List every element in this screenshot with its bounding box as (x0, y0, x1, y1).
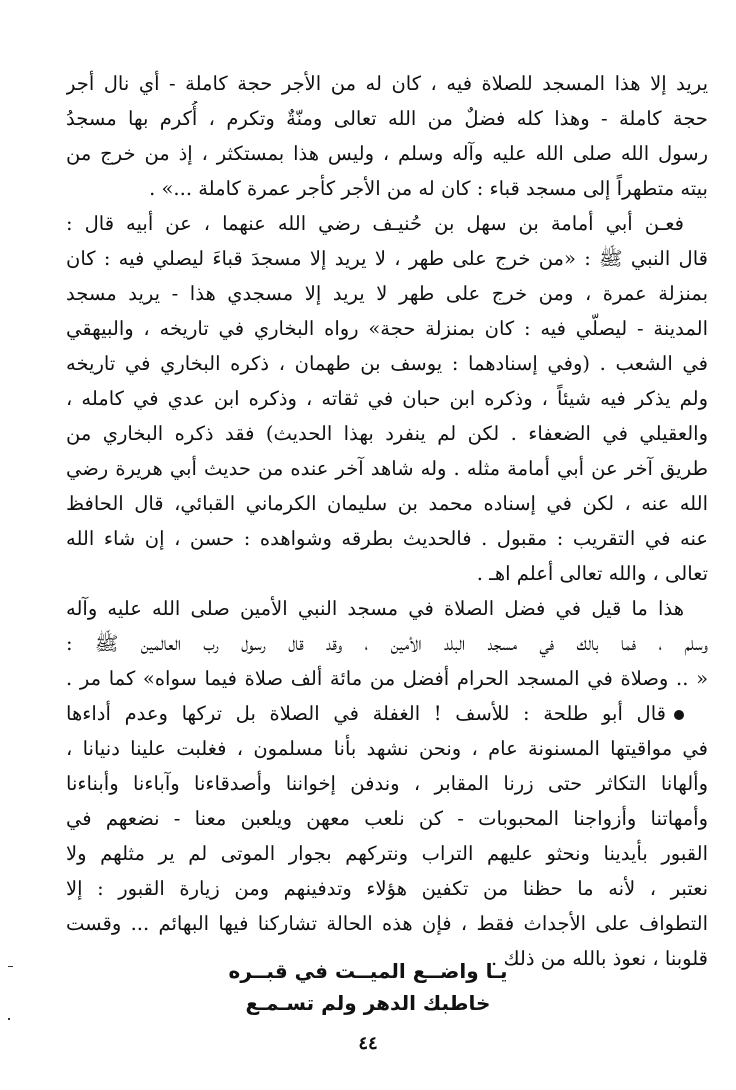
bulleted-line (66, 696, 708, 731)
text-line: بمنزلة عمرة ، ومن خرج على طهر لا يريد إلا مسجدي هذا - يريد مسجد (66, 282, 708, 305)
text-line: ولم يذكر فيه شيئاً ، وذكره ابن حبان في ثقاته ، وذكره ابن عدي في كامله ، (66, 387, 708, 410)
text-line: التطواف على الأجداث فقط ، فإن هذه الحالة تشاركنا فيها البهائم ... وقست (66, 912, 708, 935)
text-line: وألهانا التكاثر حتى زرنا المقابر ، وندفن إخواننا وأصدقاءنا وآباءنا وأبناءنا (66, 772, 708, 795)
text-line: وأمهاتنا وأزواجنا المحبوبات - كن نلعب معهن ويلعبن معنا - نضعهم في (66, 807, 708, 830)
text-line: في مواقيتها المسنونة عام ، ونحن نشهد بأنا مسلمون ، فغلبت علينا دنيانا ، (66, 737, 708, 760)
body-text (66, 66, 708, 976)
scan-mark (8, 966, 13, 967)
poem-line-1: يـا واضــع الميــت في قبــره (228, 959, 508, 983)
text-line: حجة كاملة - وهذا كله فضلٌ من الله تعالى ومنّةٌ وتكرم ، أُكرم بها مسجدُ (66, 107, 708, 130)
text-line: المدينة - ليصلّي فيه : كان بمنزلة حجة» رواه البخاري في تاريخه ، والبيهقي (66, 317, 708, 340)
text-line: « .. وصلاة في المسجد الحرام أفضل من مائة ألف صلاة فيما سواه» كما مر . (66, 667, 708, 690)
page-number: ٤٤ (358, 1033, 378, 1054)
poem-verse (200, 955, 536, 1019)
text-line: طريق آخر عن أبي أمامة مثله . وله شاهد آخر عنده من حديث أبي هريرة رضي (66, 457, 708, 480)
text-line: نعتبر ، لأنه ما حظنا من تكفين هؤلاء وتدفينهم ومن زيارة القبور : إلا (66, 877, 708, 900)
text-line: تعالى ، والله تعالى أعلم اهـ . (476, 562, 708, 585)
bullet-icon (674, 710, 684, 720)
text-line: قال النبي ﷺ : «من خرج على طهر ، لا يريد إلا مسجدَ قباءَ ليصلي فيه : كان (66, 247, 708, 270)
poem-line-2: خاطبك الدهر ولم تسـمـع (245, 991, 491, 1015)
scan-mark (8, 1018, 10, 1020)
text-line: وسلم ، فما بالك في مسجد البلد الأمين ، وقد قال رسول رب العالمين ﷺ : (66, 632, 708, 655)
text-line: هذا ما قيل في فضل الصلاة في مسجد النبي الأمين صلى الله عليه وآله (66, 597, 684, 620)
text-line: بيته متطهراً إلى مسجد قباء : كان له من الأجر كأجر عمرة كاملة ...» . (149, 177, 708, 200)
text-line: الله عنه ، لكن في إسناده محمد بن سليمان الكرماني القبائي، قال الحافظ (66, 492, 708, 515)
text-line: قلوبنا ، نعوذ بالله من ذلك . (491, 947, 708, 970)
text-line: قال أبو طلحة : للأسف ! الغفلة في الصلاة بل تركها وعدم أداءها (66, 702, 666, 725)
text-line: القبور بأيدينا ونحثو عليهم التراب ونتركهم بجوار الموتى لم ير مثلهم ولا (66, 842, 708, 865)
text-line: يريد إلا هذا المسجد للصلاة فيه ، كان له من الأجر حجة كاملة - أي نال أجر (66, 72, 708, 95)
text-line: فعـن أبي أمامة بن سهل بن حُنيـف رضي الله عنهما ، عن أبيه قال : (66, 212, 684, 235)
text-line: عنه في التقريب : مقبول . فالحديث بطرقه وشواهده : حسن ، إن شاء الله (66, 527, 708, 550)
text-line: رسول الله صلى الله عليه وآله وسلم ، وليس هذا بمستكثر ، إذ من خرج من (66, 142, 708, 165)
text-line: في الشعب . (وفي إسنادهما : يوسف بن طهمان ، ذكره البخاري في تاريخه (66, 352, 708, 375)
text-line: والعقيلي في الضعفاء . لكن لم ينفرد بهذا الحديث) فقد ذكره البخاري من (66, 422, 708, 445)
